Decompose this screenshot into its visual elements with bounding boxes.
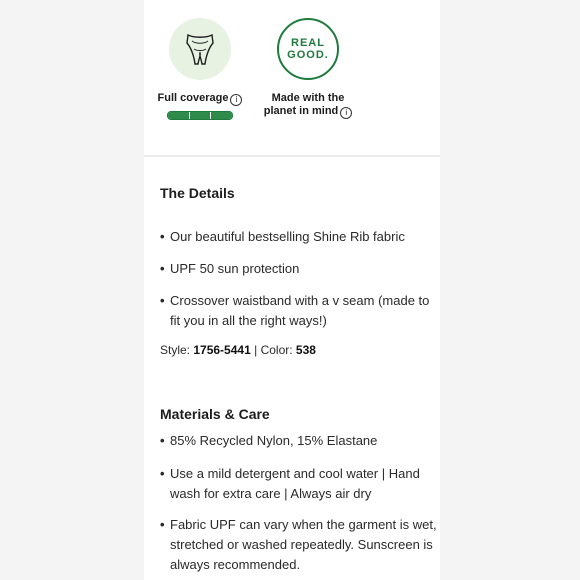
coverage-segment [168, 112, 190, 119]
real-good-label-line-2: planet in mind [263, 105, 339, 117]
section-divider [144, 155, 440, 157]
style-color-line: Style: 1756-5441 | Color: 538 [160, 343, 316, 357]
list-item: • Use a mild detergent and cool water | Hand wash for extra care | Always air dry [160, 466, 420, 501]
coverage-badge [148, 18, 252, 120]
info-icon[interactable]: i [340, 107, 352, 119]
materials-title: Materials & Care [160, 406, 270, 422]
coverage-level-bar [167, 111, 233, 120]
logo-line-2: GOOD. [287, 49, 329, 61]
coverage-segment [211, 112, 232, 119]
coverage-segment [190, 112, 212, 119]
list-item: • Fabric UPF can vary when the garment is wet, stretched or washed repeatedly. Sunscreen is always recommended. [160, 517, 437, 572]
underwear-icon [169, 18, 231, 80]
feature-badges [144, 0, 440, 156]
color-number: 538 [295, 343, 316, 357]
list-item: • 85% Recycled Nylon, 15% Elastane [160, 433, 378, 448]
list-item: • Our beautiful bestselling Shine Rib fabric [160, 229, 405, 244]
real-good-badge [256, 18, 360, 119]
real-good-logo [277, 18, 339, 80]
list-item: • Crossover waistband with a v seam (made to fit you in all the right ways!) [160, 293, 430, 328]
info-icon[interactable]: i [230, 94, 242, 106]
real-good-label-line-1: Made with the [271, 92, 345, 104]
details-title: The Details [160, 185, 235, 201]
style-number: 1756-5441 [193, 343, 251, 357]
logo-line-1: REAL [291, 37, 325, 49]
list-item: • UPF 50 sun protection [160, 261, 300, 276]
coverage-label: Full coverage [157, 92, 229, 104]
product-info-panel [144, 0, 440, 580]
